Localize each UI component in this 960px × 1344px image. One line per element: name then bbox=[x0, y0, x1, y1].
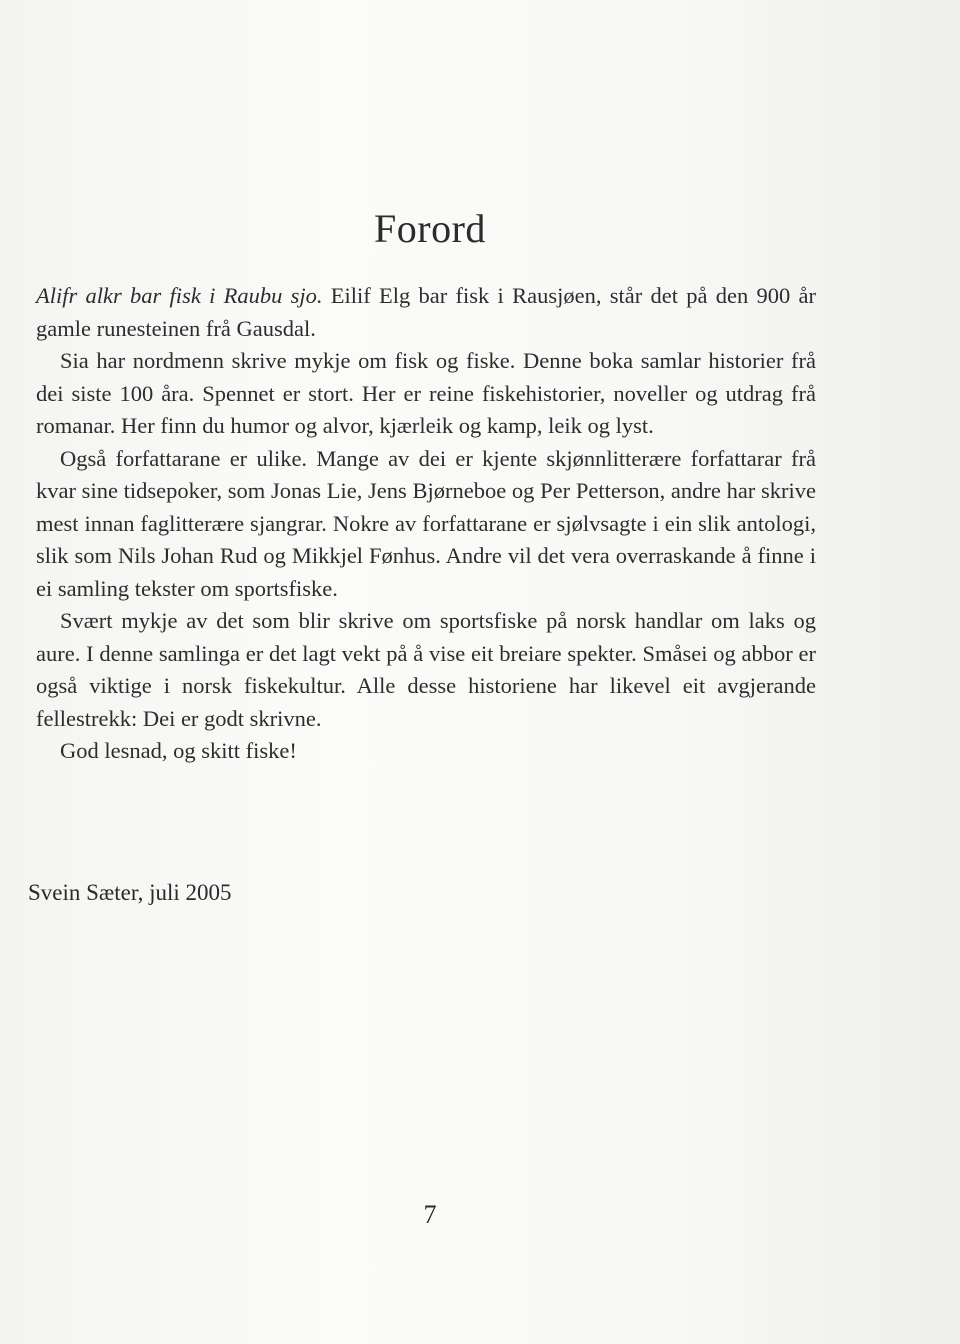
paragraph-1 bbox=[36, 280, 816, 345]
paragraph-2: Sia har nordmenn skrive mykje om fisk og fiske. Denne boka samlar historier frå dei siste 100 åra. Spennet er stort. Her er reine fiskehistorier, noveller og utdrag frå romanar. Her finn du humor og alvor, kjærleik og kamp, leik og lyst. bbox=[36, 348, 816, 438]
signature: Svein Sæter, juli 2005 bbox=[28, 880, 232, 905]
page-title: Forord bbox=[374, 206, 486, 251]
paragraph-1-text: Eilif Elg bar fisk i Rausjøen, står det på den 900 år gamle runesteinen frå Gausdal. bbox=[36, 283, 816, 341]
preface-body bbox=[36, 280, 816, 768]
page-number: 7 bbox=[423, 1200, 437, 1229]
paragraph-3: Også forfattarane er ulike. Mange av dei er kjente skjønnlitterære forfattarar frå kvar sine tidsepoker, som Jonas Lie, Jens Bjørneboe og Per Petterson, andre har skrive mest innan faglitterære sjangrar. Nokre av forfattarane er sjølvsagte i ein slik antologi, slik som Nils Johan Rud og Mikkjel Fønhus. Andre vil det vera overraskande å finne i ei samling tekster om sportsfiske. bbox=[36, 445, 816, 601]
runic-inscription-quote: Alifr alkr bar fisk i Raubu sjo. bbox=[36, 283, 323, 308]
paragraph-4: Svært mykje av det som blir skrive om sportsfiske på norsk handlar om laks og aure. I denne samlinga er det lagt vekt på å vise eit breiare spekter. Småsei og abbor er også viktige i norsk fiskekultur. Alle desse historiene har likevel eit avgjerande fellestrekk: Dei er godt skrivne. bbox=[36, 608, 816, 731]
paragraph-5: God lesnad, og skitt fiske! bbox=[60, 738, 297, 763]
